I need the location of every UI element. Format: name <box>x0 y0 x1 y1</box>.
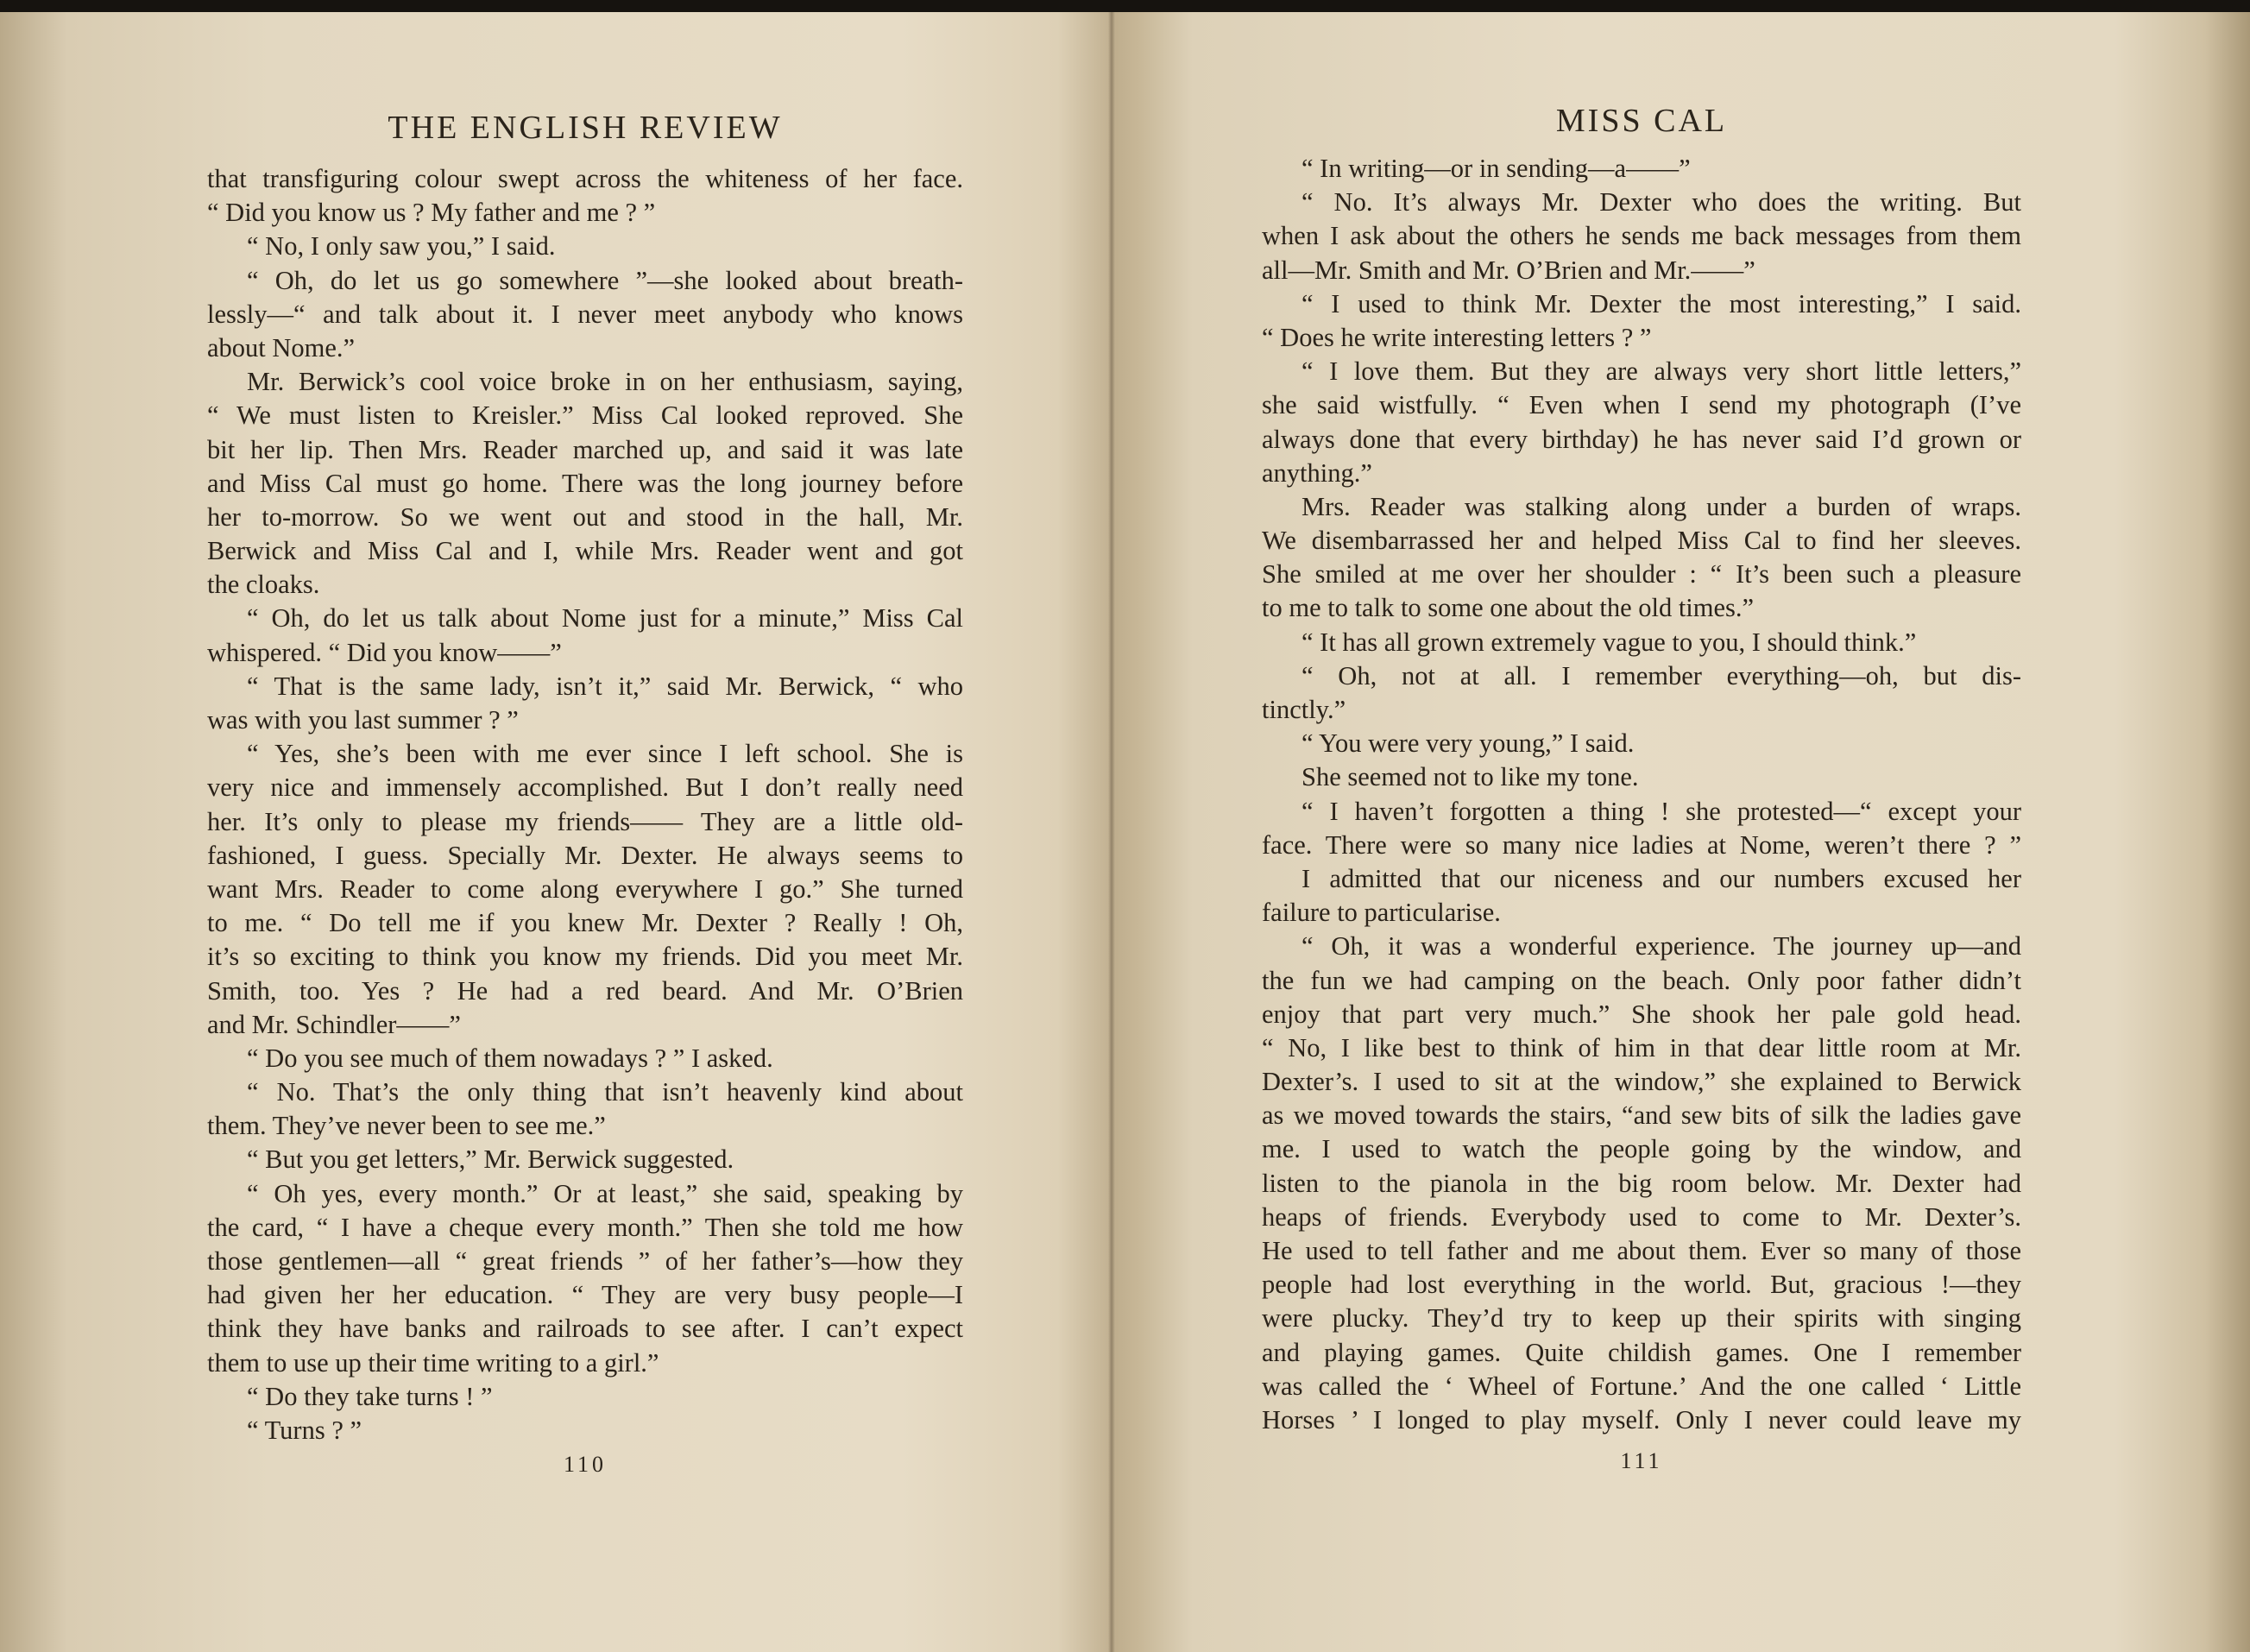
text-line: and Miss Cal must go home. There was the long journey before <box>207 468 963 498</box>
text-line: “ Oh, not at all. I remember everything—oh, but dis- <box>1301 660 2021 690</box>
text-line: all—Mr. Smith and Mr. O’Brien and Mr.——” <box>1262 255 1755 285</box>
text-line: Dexter’s. I used to sit at the window,” she explained to Berwick <box>1262 1067 2021 1097</box>
text-line: “ Oh yes, every month.” Or at least,” she said, speaking by <box>247 1178 963 1208</box>
text-line: enjoy that part very much.” She shook her pale gold head. <box>1262 999 2021 1029</box>
text-line: me. I used to watch the people going by the window, and <box>1262 1134 2021 1164</box>
text-line: and Mr. Schindler——” <box>207 1009 461 1039</box>
text-line: tinctly.” <box>1262 695 1346 724</box>
text-line: when I ask about the others he sends me back messages from them <box>1262 221 2021 251</box>
text-line: “ No, I only saw you,” I said. <box>247 231 556 262</box>
page-number-left: 110 <box>563 1452 608 1477</box>
text-line: was with you last summer ? ” <box>207 705 519 735</box>
text-line: “ No, I like best to think of him in that dear little room at Mr. <box>1262 1032 2021 1062</box>
text-line: “ We must listen to Kreisler.” Miss Cal looked reproved. She <box>207 400 963 431</box>
text-line: Smith, too. Yes ? He had a red beard. And Mr. O’Brien <box>207 975 963 1006</box>
text-line: “ Oh, it was a wonderful experience. The journey up—and <box>1301 931 2021 962</box>
text-line: as we moved towards the stairs, “and sew bits of silk the ladies gave <box>1262 1100 2021 1131</box>
text-line: people had lost everything in the world. But, gracious !—they <box>1262 1270 2021 1300</box>
text-line: “ That is the same lady, isn’t it,” said Mr. Berwick, “ who <box>247 671 963 701</box>
text-line: the card, “ I have a cheque every month.” Then she told me how <box>207 1212 963 1242</box>
running-head-right: MISS CAL <box>1555 103 1728 139</box>
text-line: the cloaks. <box>207 570 320 600</box>
text-line: “ No. It’s always Mr. Dexter who does the writing. But <box>1301 187 2021 218</box>
text-line: “ Does he write interesting letters ? ” <box>1262 322 1652 352</box>
text-line: She seemed not to like my tone. <box>1301 762 1639 792</box>
text-line: face. There were so many nice ladies at Nome, weren’t there ? ” <box>1262 829 2021 860</box>
text-line: “ Do they take turns ! ” <box>247 1381 493 1411</box>
text-line: them. They’ve never been to see me.” <box>207 1111 606 1141</box>
text-line: bit her lip. Then Mrs. Reader marched up, and said it was late <box>207 434 963 464</box>
left-text-block <box>207 162 963 1447</box>
text-line: to me. “ Do tell me if you knew Mr. Dexter ? Really ! Oh, <box>207 908 963 938</box>
text-line: those gentlemen—all “ great friends ” of her father’s—how they <box>207 1246 963 1276</box>
text-line: the fun we had camping on the beach. Only poor father didn’t <box>1262 965 2021 995</box>
text-line: “ Yes, she’s been with me ever since I left school. She is <box>247 739 963 769</box>
text-line: Mr. Berwick’s cool voice broke in on her enthusiasm, saying, <box>247 367 963 397</box>
text-line: She smiled at me over her shoulder : “ It’s been such a pleasure <box>1262 559 2021 590</box>
text-line: about Nome.” <box>207 332 356 363</box>
text-line: “ I haven’t forgotten a thing ! she protested—“ except your <box>1301 796 2021 826</box>
text-line: listen to the pianola in the big room below. Mr. Dexter had <box>1262 1168 2021 1198</box>
text-line: her to-morrow. So we went out and stood in the hall, Mr. <box>207 501 963 532</box>
text-line: it’s so exciting to think you know my friends. Did you meet Mr. <box>207 942 963 972</box>
right-text-block <box>1262 152 2021 1437</box>
text-line: whispered. “ Did you know——” <box>207 637 562 667</box>
text-line: We disembarrassed her and helped Miss Cal to find her sleeves. <box>1262 526 2021 556</box>
text-line: “ Oh, do let us talk about Nome just for a minute,” Miss Cal <box>247 603 963 634</box>
text-line: Horses ’ I longed to play myself. Only I never could leave my <box>1262 1404 2021 1434</box>
text-line: “ It has all grown extremely vague to you, I should think.” <box>1301 627 1917 657</box>
text-line: her. It’s only to please my friends—— They are a little old- <box>207 806 963 836</box>
text-line: anything.” <box>1262 457 1372 488</box>
text-line: “ I love them. But they are always very short little letters,” <box>1301 356 2021 387</box>
text-line: “ In writing—or in sending—a——” <box>1301 154 1691 183</box>
text-line: “ No. That’s the only thing that isn’t heavenly kind about <box>247 1077 963 1107</box>
text-line: “ I used to think Mr. Dexter the most interesting,” I said. <box>1301 288 2021 318</box>
text-line: want Mrs. Reader to come along everywhere I go.” She turned <box>207 873 963 904</box>
text-line: was called the ‘ Wheel of Fortune.’ And the one called ‘ Little <box>1262 1371 2021 1401</box>
book-gutter <box>1108 12 1115 1652</box>
text-line: them to use up their time writing to a girl.” <box>207 1347 659 1378</box>
text-line: fashioned, I guess. Specially Mr. Dexter. He always seems to <box>207 840 963 870</box>
text-line: I admitted that our niceness and our numbers excused her <box>1301 863 2021 893</box>
text-line: always done that every birthday) he has never said I’d grown or <box>1262 424 2021 454</box>
text-line: Berwick and Miss Cal and I, while Mrs. Reader went and got <box>207 536 963 566</box>
text-line: lessly—“ and talk about it. I never meet anybody who knows <box>207 299 963 329</box>
text-line: He used to tell father and me about them. Ever so many of those <box>1262 1236 2021 1265</box>
text-line: she said wistfully. “ Even when I send my photograph (I’ve <box>1262 390 2021 420</box>
text-line: “ Turns ? ” <box>247 1415 362 1445</box>
text-line: “ Did you know us ? My father and me ? ” <box>207 198 656 228</box>
text-line: “ You were very young,” I said. <box>1301 728 1635 759</box>
page-number-right: 111 <box>1620 1448 1663 1473</box>
text-line: “ Oh, do let us go somewhere ”—she looked about breath- <box>247 265 963 295</box>
text-line: heaps of friends. Everybody used to come to Mr. Dexter’s. <box>1262 1201 2021 1232</box>
text-line: very nice and immensely accomplished. But I don’t really need <box>207 772 963 803</box>
text-line: had given her her education. “ They are very busy people—I <box>207 1280 963 1310</box>
text-line: “ Do you see much of them nowadays ? ” I asked. <box>247 1043 773 1073</box>
text-line: Mrs. Reader was stalking along under a burden of wraps. <box>1301 491 2021 521</box>
text-line: think they have banks and railroads to see after. I can’t expect <box>207 1314 963 1344</box>
text-line: and playing games. Quite childish games. One I remember <box>1262 1337 2021 1367</box>
text-line: that transfiguring colour swept across the whiteness of her face. <box>207 164 963 193</box>
text-line: to me to talk to some one about the old times.” <box>1262 593 1755 623</box>
text-line: “ But you get letters,” Mr. Berwick suggested. <box>247 1144 734 1175</box>
text-line: failure to particularise. <box>1262 898 1501 928</box>
running-head-left: THE ENGLISH REVIEW <box>388 110 783 146</box>
text-line: were plucky. They’d try to keep up their spirits with singing <box>1262 1303 2021 1334</box>
